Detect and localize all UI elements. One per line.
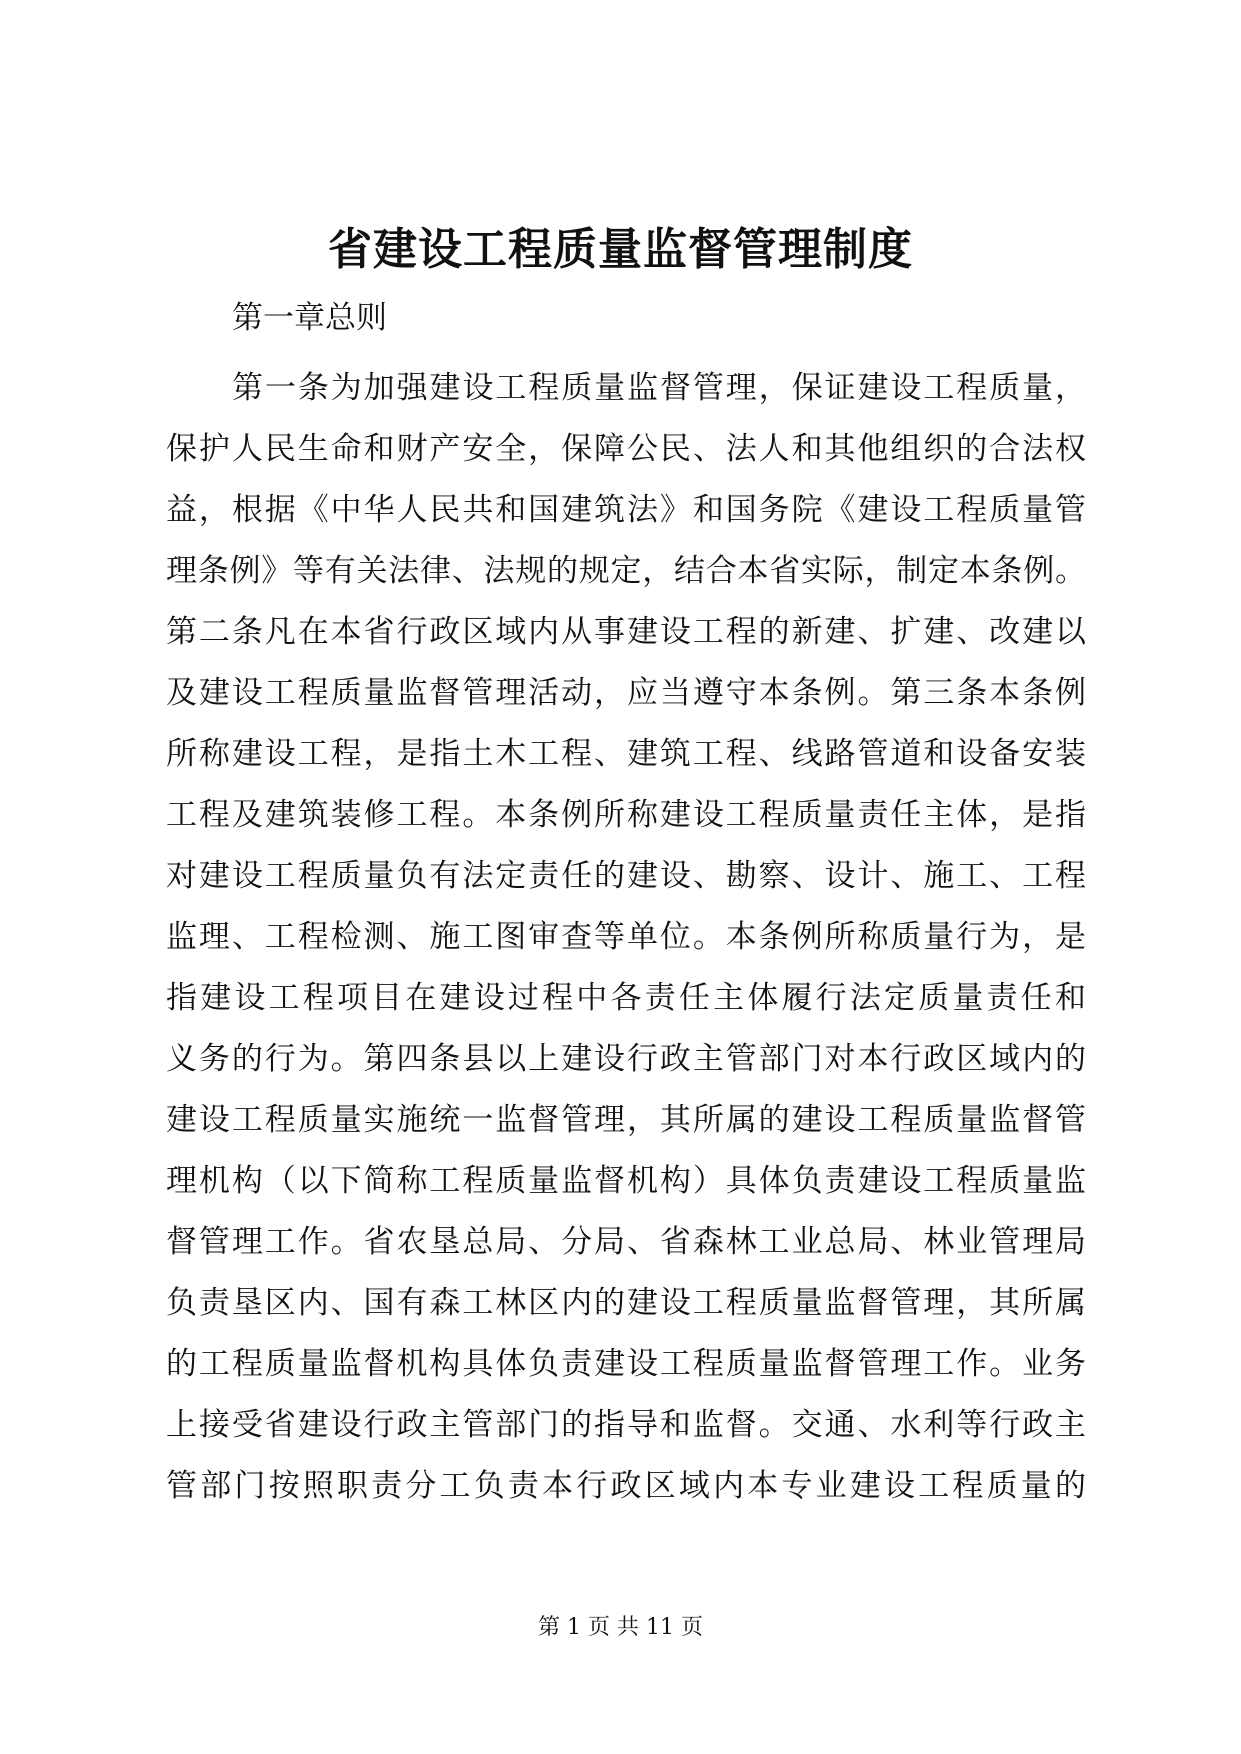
body-line: 第二条凡在本省行政区域内从事建设工程的新建、扩建、改建以 — [166, 614, 1086, 650]
page-indicator: 第 1 页 共 11 页 — [538, 1615, 703, 1640]
body-line: 对建设工程质量负有法定责任的建设、勘察、设计、施工、工程 — [166, 858, 1086, 894]
body-line: 理条例》等有关法律、法规的规定，结合本省实际，制定本条例。 — [166, 553, 1086, 589]
body-line: 义务的行为。第四条县以上建设行政主管部门对本行政区域内的 — [166, 1041, 1086, 1077]
body-line: 工程及建筑装修工程。本条例所称建设工程质量责任主体，是指 — [166, 797, 1086, 833]
body-line: 督管理工作。省农垦总局、分局、省森林工业总局、林业管理局 — [166, 1224, 1086, 1260]
body-line: 指建设工程项目在建设过程中各责任主体履行法定质量责任和 — [166, 980, 1086, 1016]
body-line: 所称建设工程，是指土木工程、建筑工程、线路管道和设备安装 — [166, 736, 1086, 772]
body-line: 理机构（以下简称工程质量监督机构）具体负责建设工程质量监 — [166, 1163, 1086, 1199]
body-line: 保护人民生命和财产安全，保障公民、法人和其他组织的合法权 — [166, 431, 1086, 467]
body-paragraph — [166, 358, 1086, 1517]
body-line: 管部门按照职责分工负责本行政区域内本专业建设工程质量的 — [166, 1468, 1086, 1504]
body-line: 第一条为加强建设工程质量监督管理，保证建设工程质量， — [232, 370, 1086, 406]
document-title: 省建设工程质量监督管理制度 — [328, 224, 913, 275]
body-line: 建设工程质量实施统一监督管理，其所属的建设工程质量监督管 — [166, 1102, 1086, 1138]
body-line: 监理、工程检测、施工图审查等单位。本条例所称质量行为，是 — [166, 919, 1086, 955]
body-line: 益，根据《中华人民共和国建筑法》和国务院《建设工程质量管 — [166, 492, 1086, 528]
body-line: 及建设工程质量监督管理活动，应当遵守本条例。第三条本条例 — [166, 675, 1086, 711]
body-line: 上接受省建设行政主管部门的指导和监督。交通、水利等行政主 — [166, 1407, 1086, 1443]
chapter-heading: 第一章总则 — [232, 300, 387, 336]
body-line: 的工程质量监督机构具体负责建设工程质量监督管理工作。业务 — [166, 1346, 1086, 1382]
body-line: 负责垦区内、国有森工林区内的建设工程质量监督管理，其所属 — [166, 1285, 1086, 1321]
